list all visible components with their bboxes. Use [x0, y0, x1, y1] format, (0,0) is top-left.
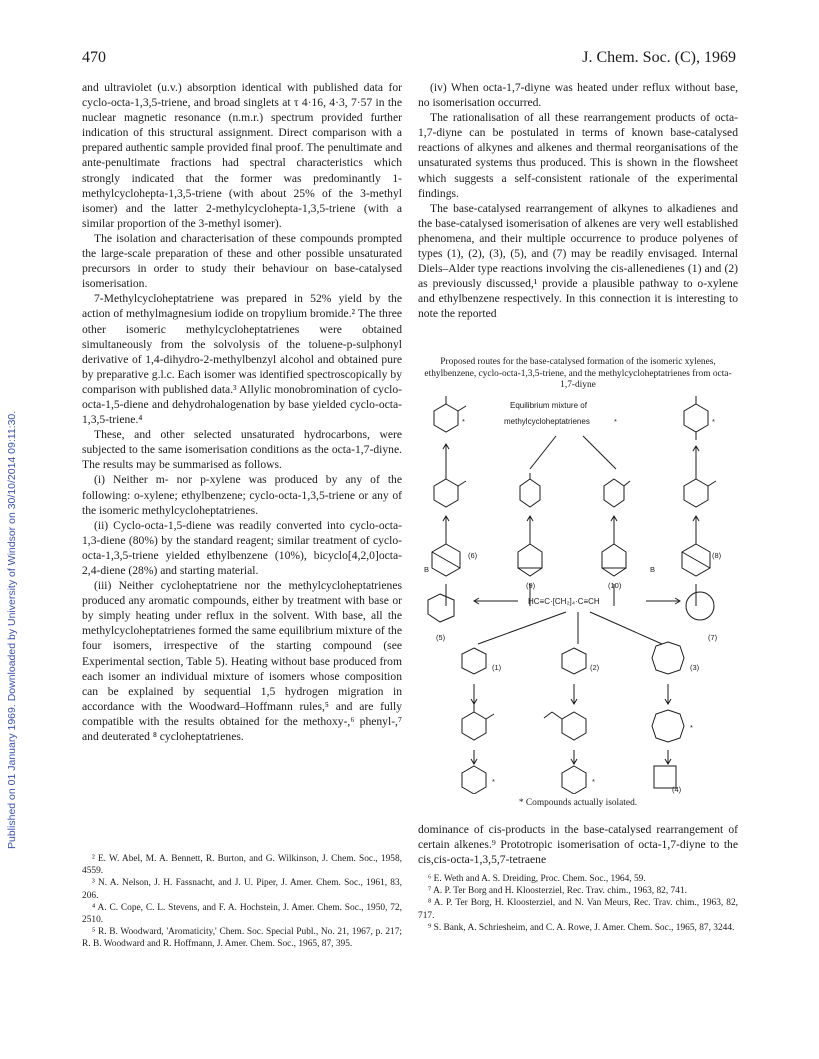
starting-material: HC≡C·[CH₂]₄·C≡CH: [528, 597, 600, 606]
footnote: ⁸ A. P. Ter Borg, H. Kloosterziel, and N. Van Meurs, Rec. Trav. chim., 1963, 82, 717.: [418, 898, 738, 921]
compound-label: (6): [468, 551, 478, 560]
scheme-caption: Proposed routes for the base-catalysed formation of the isomeric xylenes, ethylbenzene, cyclo-octa-1,3,5-triene, and the methylcycloheptatrienes from octa-1,7-diyne: [424, 357, 732, 391]
compound-label: (9): [526, 581, 536, 590]
paragraph: (iii) Neither cycloheptatriene nor the methylcycloheptatrienes produced any aromatic compounds, either by treatment with base or by simply heating under reflux in the solvent. With base, all the methylcycloheptatrienes formed the same equilibrium mixture of the four isomers, irrespective of the starting compound (see Experimental section, Table 5). Heating without base produced from each isomer an individual mixture of isomers whose composition can be explained by sequential 1,5 hydrogen migration in accordance with the Woodward–Hoffmann rules,⁵ and are fully compatible with the results obtained for the methoxy-,⁶ phenyl-,⁷ and deuterated ⁸ cycloheptatrienes.: [82, 579, 402, 744]
svg-text:*: *: [614, 417, 617, 426]
svg-text:*: *: [712, 417, 715, 426]
reaction-scheme: [418, 394, 738, 794]
footnote: ⁷ A. P. Ter Borg and H. Kloosterziel, Rec. Trav. chim., 1963, 82, 741.: [428, 886, 687, 897]
svg-text:*: *: [462, 417, 465, 426]
compound-label: (2): [590, 663, 600, 672]
compound-label: (3): [690, 663, 700, 672]
svg-text:*: *: [592, 777, 595, 786]
paragraph: 7-Methylcycloheptatriene was prepared in 52% yield by the action of methylmagnesium iodide on tropylium bromide.² The three other isomeric methylcycloheptatrienes were obtained simultaneously from the solvolysis of the toluene-p-sulphonyl derivative of 1,4-dihydro-2-methylbenzyl alcohol and obtained pure by preparative g.l.c. Each isomer was identified spectroscopically by comparison with published data.³ Allylic monobromination of cyclo-octa-1,5-diene and dehydrohalogenation by base yielded cyclo-octa-1,3,5-triene.⁴: [82, 292, 402, 427]
right-column-continuation: [418, 822, 738, 867]
left-column: [82, 80, 402, 744]
svg-text:B: B: [650, 565, 656, 574]
equilibrium-label: Equilibrium mixture of: [510, 401, 587, 410]
svg-text:*: *: [690, 723, 693, 732]
svg-text:*: *: [492, 777, 495, 786]
equilibrium-label-2: methylcycloheptatrienes: [504, 417, 590, 426]
footnote: ² E. W. Abel, M. A. Bennett, R. Burton, and G. Wilkinson, J. Chem. Soc., 1958, 4559.: [82, 854, 402, 877]
paragraph: and ultraviolet (u.v.) absorption identical with published data for cyclo-octa-1,3,5-triene, and broad singlets at τ 4·16, 4·3, 7·57 in the nuclear magnetic resonance (n.m.r.) spectrum provided further indication of this structural assignment. Direct comparison with a prepared authentic sample provided final proof. The penultimate and ante-penultimate fractions had spectral characteristics which strongly indicated that the former was predominantly 1-methylcyclohepta-1,3,5-triene (with about 25% of the 3-methyl isomer) and the latter 2-methylcyclohepta-1,3,5-triene (with a similar proportion of the 3-methyl isomer).: [82, 81, 402, 230]
paragraph: These, and other selected unsaturated hydrocarbons, were subjected to the same isomerisation conditions as the octa-1,7-diyne. The results may be summarised as follows.: [82, 428, 402, 472]
compound-label: (4): [672, 785, 682, 794]
paragraph: dominance of cis-products in the base-catalysed rearrangement of certain alkenes.⁹ Prototropic isomerisation of octa-1,7-diyne to the cis,cis-octa-1,3,5,7-tetraene: [418, 823, 738, 867]
xylene-structure-right: [684, 396, 708, 440]
paragraph: The base-catalysed rearrangement of alkynes to alkadienes and the base-catalysed isomerisation of alkenes are very well established phenomena, and their multiple occurrence to produce polyenes of types (1), (2), (3), (5), and (7) may be readily envisaged. Internal Diels–Alder type reactions involving the cis-allenedienes (1) and (2) as previously discussed,¹ provide a plausible pathway to o-xylene and ethylbenzene respectively. In this connection it is interesting to note the reported: [418, 201, 738, 321]
right-footnotes: [418, 873, 738, 934]
paragraph: (ii) Cyclo-octa-1,5-diene was readily converted into cyclo-octa-1,3-diene (80%) by the standard reagent; similar treatment of cyclo-octa-1,3,5-triene yielded ethylbenzene (10%), bicyclo[4,2,0]octa-2,4-diene (28%) and starting material.: [82, 518, 402, 577]
page-number: 470: [82, 49, 106, 66]
svg-text:B: B: [424, 565, 430, 574]
compound-label: (8): [712, 551, 722, 560]
compound-label: (10): [608, 581, 622, 590]
isolated-note: * Compounds actually isolated.: [518, 798, 638, 808]
footnote: ³ N. A. Nelson, J. H. Fassnacht, and J. U. Piper, J. Amer. Chem. Soc., 1961, 83, 206.: [82, 878, 402, 901]
right-column: [418, 80, 738, 322]
footnote: ⁹ S. Bank, A. Schriesheim, and C. A. Rowe, J. Amer. Chem. Soc., 1965, 87, 3244.: [428, 922, 735, 933]
compound-label: (5): [436, 633, 446, 642]
footnote: ⁶ E. Weth and A. S. Dreiding, Proc. Chem. Soc., 1964, 59.: [428, 874, 646, 884]
xylene-structure-left: [434, 396, 466, 432]
paragraph: The isolation and characterisation of these compounds prompted the large-scale preparation of these and other possible unsaturated precursors in order to study their behaviour on base-catalysed isomerisation.: [82, 231, 402, 291]
footnote: ⁵ R. B. Woodward, 'Aromaticity,' Chem. Soc. Special Publ., No. 21, 1967, p. 217; R. B. Woodward and R. Hoffmann, J. Amer. Chem. Soc., 1965, 87, 395.: [82, 927, 402, 950]
footnote: ⁴ A. C. Cope, C. L. Stevens, and F. A. Hochstein, J. Amer. Chem. Soc., 1950, 72, 2510.: [82, 902, 402, 926]
paragraph: (i) Neither m- nor p-xylene was produced by any of the following: o-xylene; ethylbenzene; cyclo-octa-1,3,5-triene or any of the isomeric methylcycloheptatrienes.: [82, 473, 402, 517]
paragraph: The rationalisation of all these rearrangement products of octa-1,7-diyne can be postulated in terms of known base-catalysed reactions of alkynes and alkenes and thermal reorganisations of the unsaturated systems thus produced. This is shown in the flowsheet which suggests a self-consistent rationale of the experimental findings.: [418, 111, 738, 200]
download-watermark: Published on 01 January 1969. Downloaded by University of Windsor on 30/10/2014 09:11:30.: [6, 410, 18, 850]
paragraph: (iv) When octa-1,7-diyne was heated under reflux without base, no isomerisation occurred.: [418, 81, 738, 110]
compound-label: (7): [708, 633, 718, 642]
journal-header: J. Chem. Soc. (C), 1969: [582, 49, 736, 66]
left-footnotes: [82, 853, 402, 951]
compound-label: (1): [492, 663, 502, 672]
